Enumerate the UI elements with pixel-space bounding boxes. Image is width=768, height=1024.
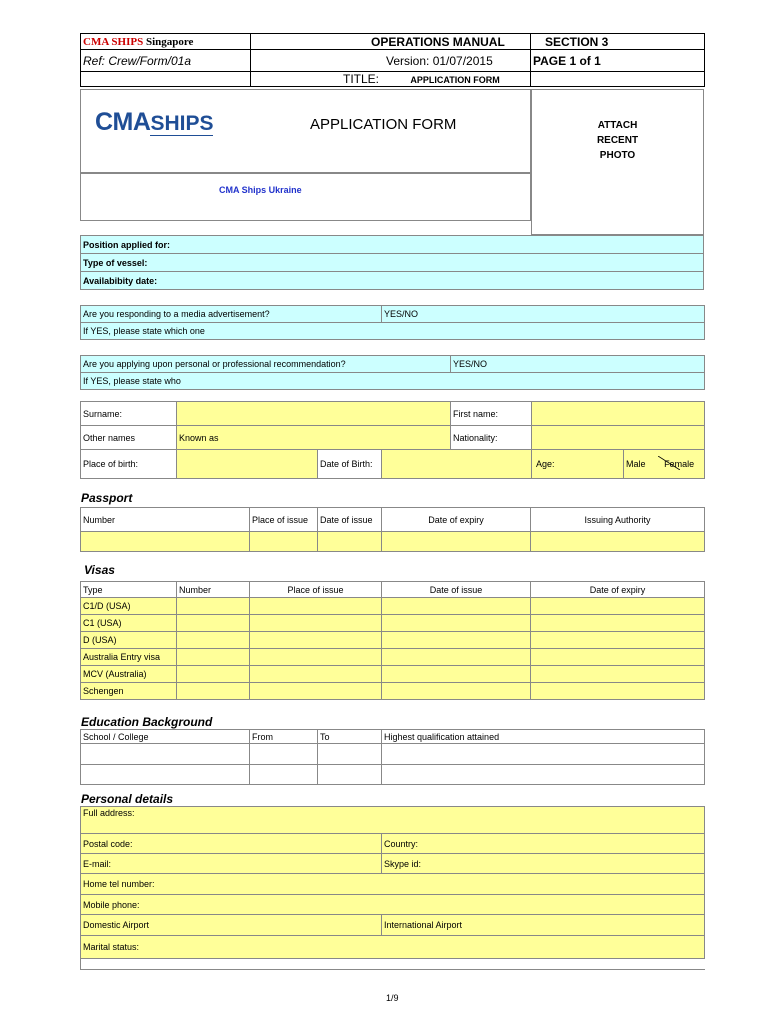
personal-table — [80, 401, 705, 479]
visa-row — [81, 649, 705, 666]
position-table — [80, 235, 704, 290]
surname-input[interactable] — [177, 402, 451, 426]
visa-type-label: Schengen — [81, 683, 177, 700]
photo-line-2: RECENT — [596, 135, 639, 146]
visa-input-cell[interactable] — [382, 683, 531, 700]
visa-input-cell[interactable] — [250, 632, 382, 649]
visa-input-cell[interactable] — [250, 598, 382, 615]
logo-cma-text: CMA — [95, 108, 151, 136]
personal-details-heading: Personal details — [81, 792, 174, 806]
visa-row — [81, 666, 705, 683]
visa-column-header: Date of issue — [382, 582, 531, 598]
logo-ships-text: SHIPS — [150, 112, 214, 135]
media-table — [80, 305, 705, 340]
page-label: PAGE 1 of 1 — [531, 50, 705, 72]
education-table — [80, 729, 705, 785]
education-heading: Education Background — [81, 715, 213, 729]
visas-heading: Visas — [84, 563, 115, 577]
passport-column-header: Date of issue — [318, 508, 382, 532]
photo-line-3: PHOTO — [599, 150, 636, 161]
visa-input-cell[interactable] — [382, 615, 531, 632]
media-question: Are you responding to a media advertisement? — [81, 306, 382, 323]
full-address-field[interactable]: Full address: — [81, 807, 705, 834]
passport-expiry-input[interactable] — [382, 532, 531, 552]
first-name-input[interactable] — [532, 402, 705, 426]
passport-column-header: Place of issue — [250, 508, 318, 532]
visas-table — [80, 581, 705, 700]
visa-row — [81, 598, 705, 615]
passport-heading: Passport — [81, 491, 133, 505]
place-of-birth-input[interactable] — [177, 450, 318, 479]
visa-input-cell[interactable] — [531, 649, 705, 666]
visa-column-header: Type — [81, 582, 177, 598]
visa-input-cell[interactable] — [531, 598, 705, 615]
to-input[interactable] — [318, 765, 382, 785]
passport-column-header: Issuing Authority — [531, 508, 705, 532]
title-label: TITLE: — [343, 72, 380, 86]
recommendation-followup-field[interactable]: If YES, please state who — [81, 373, 705, 390]
other-names-label: Other names — [81, 426, 177, 450]
visa-input-cell[interactable] — [250, 683, 382, 700]
marital-status-field[interactable]: Marital status: — [81, 936, 705, 959]
mobile-phone-field[interactable]: Mobile phone: — [81, 895, 705, 915]
vessel-type-field[interactable]: Type of vessel: — [81, 254, 704, 272]
visa-input-cell[interactable] — [250, 666, 382, 683]
visa-type-label: C1 (USA) — [81, 615, 177, 632]
visa-row — [81, 632, 705, 649]
visa-input-cell[interactable] — [177, 598, 250, 615]
visa-input-cell[interactable] — [177, 683, 250, 700]
recommendation-question: Are you applying upon personal or professional recommendation? — [81, 356, 451, 373]
visa-column-header: Place of issue — [250, 582, 382, 598]
manual-title: OPERATIONS MANUAL — [251, 34, 531, 50]
home-tel-field[interactable]: Home tel number: — [81, 874, 705, 895]
email-field[interactable]: E-mail: — [81, 854, 382, 874]
office-name: CMA Ships Ukraine — [219, 185, 302, 195]
reference-code: Ref: Crew/Form/01a — [81, 50, 251, 72]
visa-input-cell[interactable] — [177, 666, 250, 683]
known-as-input[interactable]: Known as — [177, 426, 451, 450]
visa-input-cell[interactable] — [531, 666, 705, 683]
passport-number-input[interactable] — [81, 532, 250, 552]
qualification-input[interactable] — [382, 765, 705, 785]
surname-label: Surname: — [81, 402, 177, 426]
visa-type-label: C1/D (USA) — [81, 598, 177, 615]
visa-input-cell[interactable] — [382, 598, 531, 615]
education-column-header: To — [318, 730, 382, 744]
age-field[interactable]: Age: — [532, 450, 624, 479]
from-input[interactable] — [250, 744, 318, 765]
visa-input-cell[interactable] — [531, 683, 705, 700]
visa-input-cell[interactable] — [177, 632, 250, 649]
date-of-birth-input[interactable] — [382, 450, 532, 479]
passport-table — [80, 507, 705, 552]
photo-box — [531, 89, 704, 235]
cma-ships-logo — [95, 108, 213, 137]
visa-column-header: Date of expiry — [531, 582, 705, 598]
male-option[interactable]: Male — [626, 459, 646, 469]
passport-issue-date-input[interactable] — [318, 532, 382, 552]
section-label: SECTION 3 — [531, 34, 705, 50]
visa-input-cell[interactable] — [177, 649, 250, 666]
form-title: APPLICATION FORM — [310, 116, 457, 133]
recommendation-yes-no-field[interactable]: YES/NO — [451, 356, 705, 373]
passport-authority-input[interactable] — [531, 532, 705, 552]
passport-place-input[interactable] — [250, 532, 318, 552]
title-value: APPLICATION FORM — [410, 75, 500, 85]
visa-row — [81, 615, 705, 632]
office-box — [80, 173, 531, 221]
company-name-location: Singapore — [145, 35, 194, 48]
version-label: Version: 01/07/2015 — [251, 50, 531, 72]
education-column-header: School / College — [81, 730, 250, 744]
gender-strike-line — [658, 456, 680, 470]
availability-field[interactable]: Availabibity date: — [81, 272, 704, 290]
to-input[interactable] — [318, 744, 382, 765]
visa-row — [81, 683, 705, 700]
media-followup-field[interactable]: If YES, please state which one — [81, 323, 705, 340]
gender-field[interactable] — [624, 450, 705, 479]
visa-input-cell[interactable] — [382, 632, 531, 649]
visa-input-cell[interactable] — [382, 666, 531, 683]
company-name-red: CMA SHIPS — [83, 35, 144, 48]
qualification-input[interactable] — [382, 744, 705, 765]
international-airport-field[interactable]: International Airport — [382, 915, 705, 936]
position-applied-field[interactable]: Position applied for: — [81, 236, 704, 254]
passport-column-header: Number — [81, 508, 250, 532]
education-column-header: From — [250, 730, 318, 744]
media-yes-no-field[interactable]: YES/NO — [382, 306, 705, 323]
first-name-label: First name: — [451, 402, 532, 426]
visa-type-label: Australia Entry visa — [81, 649, 177, 666]
nationality-label: Nationality: — [451, 426, 532, 450]
visa-type-label: MCV (Australia) — [81, 666, 177, 683]
empty-row — [81, 959, 705, 970]
school-input[interactable] — [81, 744, 250, 765]
country-field[interactable]: Country: — [382, 834, 705, 854]
visa-input-cell[interactable] — [250, 615, 382, 632]
visa-input-cell[interactable] — [177, 615, 250, 632]
visa-type-label: D (USA) — [81, 632, 177, 649]
visa-column-header: Number — [177, 582, 250, 598]
recommendation-table — [80, 355, 705, 390]
visa-input-cell[interactable] — [382, 649, 531, 666]
passport-column-header: Date of expiry — [382, 508, 531, 532]
visa-input-cell[interactable] — [531, 615, 705, 632]
nationality-input[interactable] — [532, 426, 705, 450]
visa-input-cell[interactable] — [250, 649, 382, 666]
visa-input-cell[interactable] — [531, 632, 705, 649]
date-of-birth-label: Date of Birth: — [318, 450, 382, 479]
domestic-airport-field[interactable]: Domestic Airport — [81, 915, 382, 936]
document-header — [80, 33, 705, 87]
place-of-birth-label: Place of birth: — [81, 450, 177, 479]
personal-details-table — [80, 806, 705, 970]
postal-code-field[interactable]: Postal code: — [81, 834, 382, 854]
school-input[interactable] — [81, 765, 250, 785]
female-option[interactable]: Female — [664, 459, 695, 469]
photo-line-1: ATTACH — [597, 120, 638, 131]
education-column-header: Highest qualification attained — [382, 730, 705, 744]
skype-field[interactable]: Skype id: — [382, 854, 705, 874]
from-input[interactable] — [250, 765, 318, 785]
page-number: 1/9 — [386, 993, 399, 1003]
